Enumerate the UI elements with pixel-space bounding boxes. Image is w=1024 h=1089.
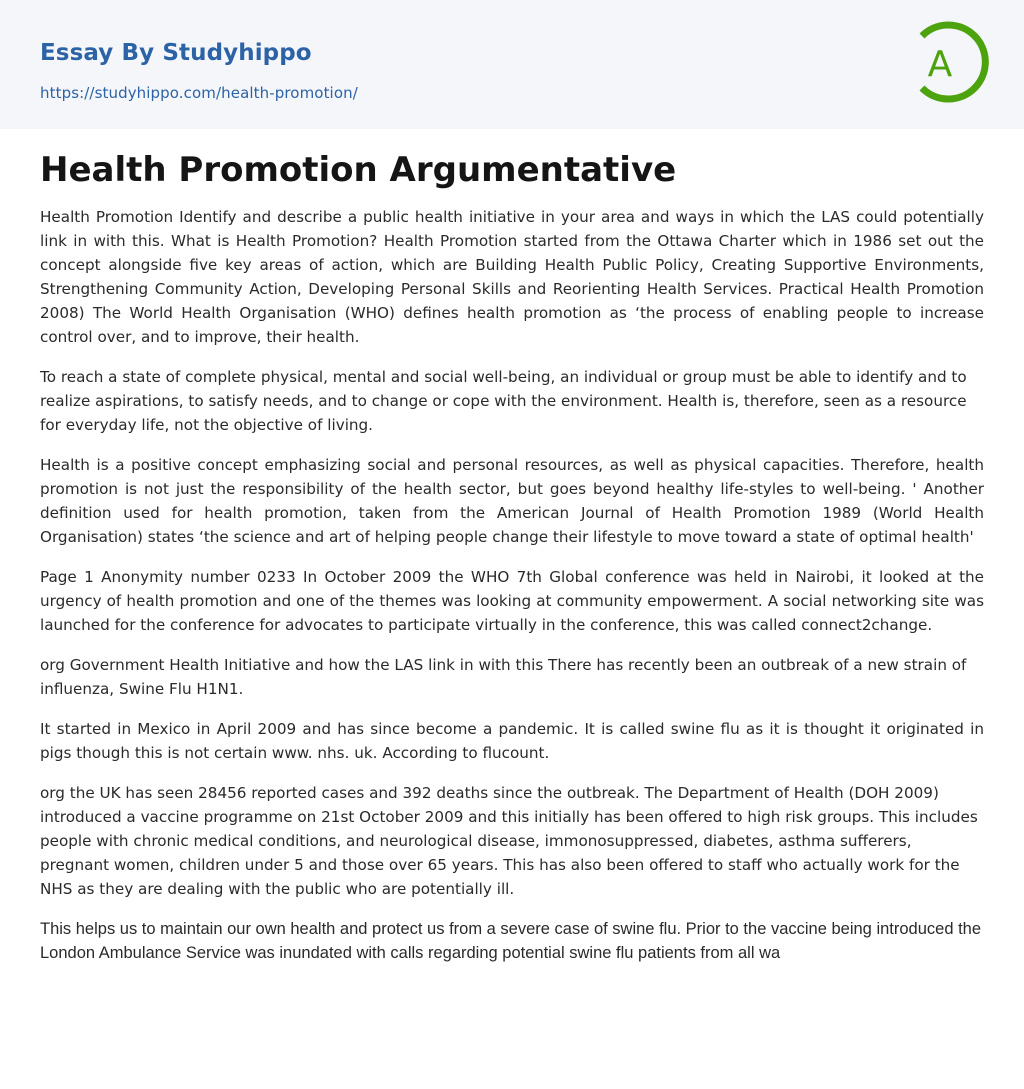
paragraph-7: org the UK has seen 28456 reported cases and 392 deaths since the outbreak. The Department of Health (DOH 2009) introduced a vaccine programme on 21st October 2009 and this initially has been offered to high risk groups. This includes people with chronic medical conditions, and neurological disease, immonosuppressed, diabetes, asthma sufferers, pregnant women, children under 5 and those over 65 years. This has also been offered to staff who actually work for the NHS as they are dealing with the public who are potentially ill. xyxy=(40,784,978,898)
paragraph-3: Health is a positive concept emphasizing social and personal resources, as well as physical capacities. Therefore, health promotion is not just the responsibility of the health sector, but goes beyond healthy life-styles to well-being. ' Another definition used for health promotion, taken from the American Journal of Health Promotion 1989 (World Health Organisation) states ‘the science and art of helping people change their lifestyle to move toward a state of optimal health' xyxy=(40,456,984,546)
brand-title: Essay By Studyhippo xyxy=(40,40,312,66)
paragraph-8: This helps us to maintain our own health and protect us from a severe case of swine flu. Prior to the vaccine being introduced the London Ambulance Service was inundated with calls regarding potential swine flu patients from all wa xyxy=(40,920,982,962)
paragraph-1: Health Promotion Identify and describe a public health initiative in your area and ways in which the LAS could potentially link in with this. What is Health Promotion? Health Promotion started from the Ottawa Charter which in 1986 set out the concept alongside five key areas of action, which are Building Health Public Policy, Creating Supportive Environments, Strengthening Community Action, Developing Personal Skills and Reorienting Health Services. Practical Health Promotion 2008) The World Health Organisation (WHO) defines health promotion as ‘the process of enabling people to increase control over, and to improve, their health. xyxy=(40,208,984,346)
page-title: Health Promotion Argumentative xyxy=(40,150,677,190)
paragraph-4: Page 1 Anonymity number 0233 In October 2009 the WHO 7th Global conference was held in Nairobi, it looked at the urgency of health promotion and one of the themes was looking at community empowerment. A social networking site was launched for the conference for advocates to participate virtually in the conference, this was called connect2change. xyxy=(40,568,984,634)
site-header xyxy=(0,0,1024,129)
paragraph-2: To reach a state of complete physical, mental and social well-being, an individual or group must be able to identify and to realize aspirations, to satisfy needs, and to change or cope with the environment. Health is, therefore, seen as a resource for everyday life, not the objective of living. xyxy=(40,368,967,434)
article-body xyxy=(0,129,1024,965)
studyhippo-logo-icon[interactable] xyxy=(906,18,990,106)
paragraph-5: org Government Health Initiative and how the LAS link in with this There has recently been an outbreak of a new strain of influenza, Swine Flu H1N1. xyxy=(40,656,967,698)
paragraph-6: It started in Mexico in April 2009 and has since become a pandemic. It is called swine flu as it is thought it originated in pigs though this is not certain www. nhs. uk. According to flucount. xyxy=(40,720,984,762)
logo-letter: A xyxy=(927,44,953,85)
essay-url-link[interactable]: https://studyhippo.com/health-promotion/ xyxy=(40,84,358,102)
